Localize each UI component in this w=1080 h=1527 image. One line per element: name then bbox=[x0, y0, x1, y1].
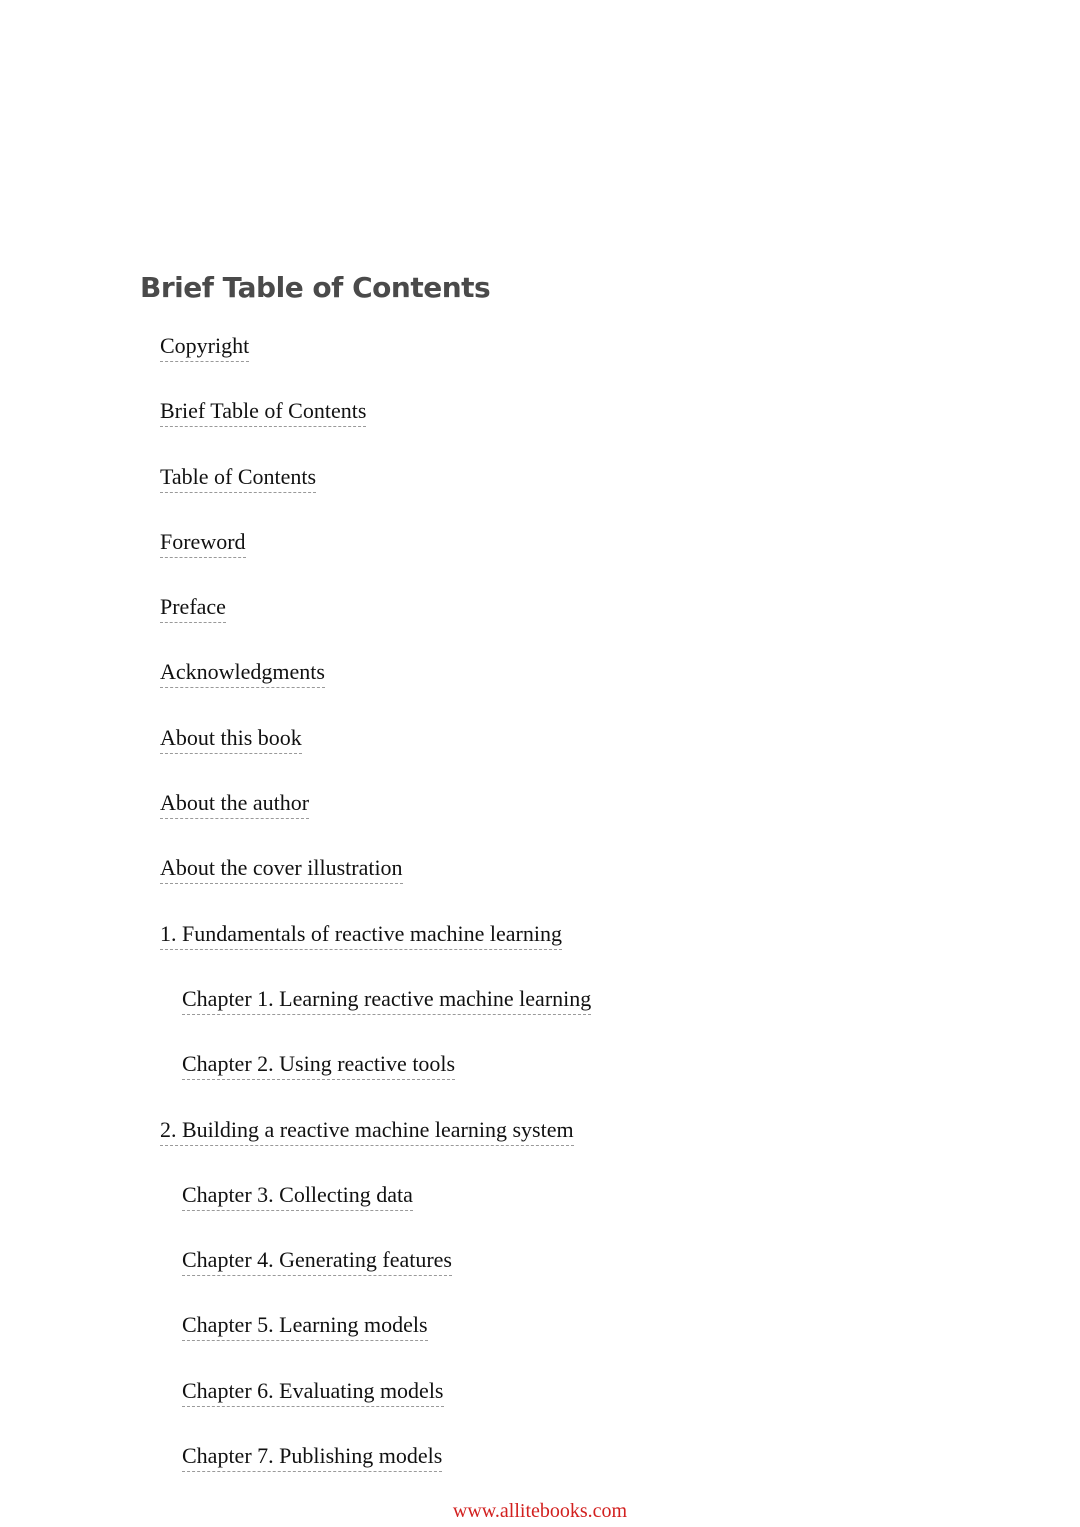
toc-item bbox=[0, 586, 1080, 651]
toc-link-chapter-4[interactable]: Chapter 4. Generating features bbox=[182, 1245, 452, 1276]
toc-link-about-the-cover-illustration[interactable]: About the cover illustration bbox=[160, 853, 403, 884]
toc-link-chapter-5[interactable]: Chapter 5. Learning models bbox=[182, 1310, 428, 1341]
toc-item bbox=[0, 717, 1080, 782]
toc-item bbox=[0, 456, 1080, 521]
toc-link-table-of-contents[interactable]: Table of Contents bbox=[160, 462, 316, 493]
toc-item bbox=[0, 651, 1080, 716]
toc-item bbox=[0, 978, 1080, 1043]
toc-link-chapter-1[interactable]: Chapter 1. Learning reactive machine learning bbox=[182, 984, 591, 1015]
toc-item bbox=[0, 913, 1080, 978]
toc-item bbox=[0, 325, 1080, 390]
toc-link-chapter-6[interactable]: Chapter 6. Evaluating models bbox=[182, 1376, 444, 1407]
toc-link-about-the-author[interactable]: About the author bbox=[160, 788, 309, 819]
toc-link-about-this-book[interactable]: About this book bbox=[160, 723, 302, 754]
toc-item bbox=[0, 1370, 1080, 1435]
toc-link-preface[interactable]: Preface bbox=[160, 592, 226, 623]
toc-item bbox=[0, 1174, 1080, 1239]
page-title: Brief Table of Contents bbox=[140, 271, 491, 304]
footer-url[interactable]: www.allitebooks.com bbox=[452, 1500, 628, 1522]
toc-item bbox=[0, 1043, 1080, 1108]
toc-link-chapter-7[interactable]: Chapter 7. Publishing models bbox=[182, 1441, 442, 1472]
toc-item bbox=[0, 1304, 1080, 1369]
toc-item bbox=[0, 521, 1080, 586]
toc-item bbox=[0, 1435, 1080, 1500]
toc-link-chapter-2[interactable]: Chapter 2. Using reactive tools bbox=[182, 1049, 455, 1080]
toc-link-chapter-3[interactable]: Chapter 3. Collecting data bbox=[182, 1180, 413, 1211]
toc-item bbox=[0, 782, 1080, 847]
toc-link-part-2[interactable]: 2. Building a reactive machine learning system bbox=[160, 1115, 574, 1146]
toc-list bbox=[0, 325, 1080, 1500]
toc-link-foreword[interactable]: Foreword bbox=[160, 527, 246, 558]
toc-link-copyright[interactable]: Copyright bbox=[160, 331, 249, 362]
toc-item bbox=[0, 1109, 1080, 1174]
toc-item bbox=[0, 390, 1080, 455]
toc-item bbox=[0, 847, 1080, 912]
toc-link-brief-table-of-contents[interactable]: Brief Table of Contents bbox=[160, 396, 366, 427]
toc-item bbox=[0, 1239, 1080, 1304]
toc-link-acknowledgments[interactable]: Acknowledgments bbox=[160, 657, 325, 688]
toc-link-part-1[interactable]: 1. Fundamentals of reactive machine learning bbox=[160, 919, 562, 950]
